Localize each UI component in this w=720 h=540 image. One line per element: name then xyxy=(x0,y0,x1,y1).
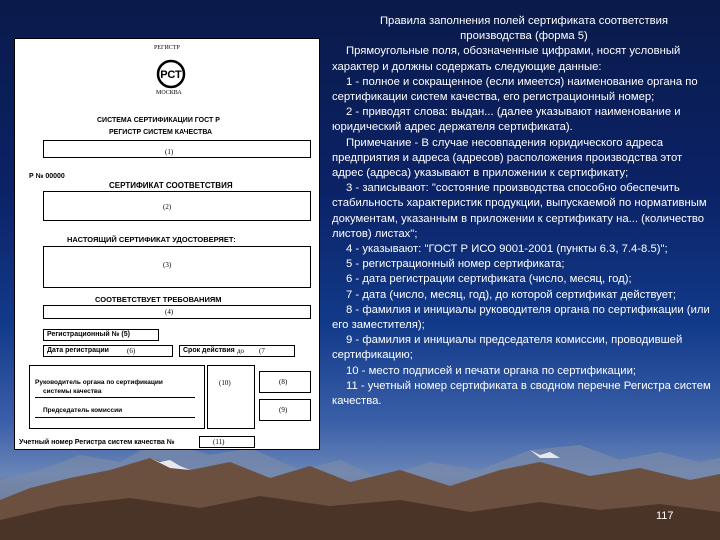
rules-title-line-1: Правила заполнения полей сертификата соответствия xyxy=(379,15,669,27)
rules-item-7: 7 - дата (число, месяц, год), до которой сертификат действует; xyxy=(346,288,676,301)
rules-item-4: 4 - указывают: "ГОСТ Р ИСО 9001-2001 (пункты 6.3, 7.4-8.5)"; xyxy=(346,243,668,256)
registration-date-label: Дата регистрации xyxy=(47,347,109,354)
field-7-label: (7 xyxy=(259,347,265,355)
rules-item-1: 1 - полное и сокращенное (если имеется) наименование органа по сертификации систем качества, его регистрационный номер; xyxy=(332,75,698,104)
head-label-2: системы качества xyxy=(43,388,102,395)
account-number-label: Учетный номер Регистра систем качества № xyxy=(19,439,175,446)
rules-item-10: 10 - место подписей и печати органа по сертификации; xyxy=(346,364,637,377)
rules-item-3: 3 - записывают: "состояние производства способно обеспечить стабильность характеристик продукции, выпускаемой по нормативным документам, указанным в приложении к сертификату на... (количество листов) листах"; xyxy=(332,182,707,240)
field-10-box xyxy=(207,365,255,429)
field-2-label: (2) xyxy=(163,203,172,211)
chairman-label: Председатель комиссии xyxy=(43,407,123,414)
field-1-box xyxy=(43,140,311,158)
rules-paragraph: Прямоугольные поля, обозначенные цифрами, носят условный характер и должны содержать следующие данные: xyxy=(332,45,681,73)
field-10-label: (10) xyxy=(219,379,231,387)
complies-heading: СООТВЕТСТВУЕТ ТРЕБОВАНИЯМ xyxy=(95,295,222,304)
field-9-label: (9) xyxy=(279,406,288,414)
rules-item-8: 8 - фамилия и инициалы руководителя органа по сертификации (или его заместителя); xyxy=(332,303,710,332)
rules-title-line-2: производства (форма 5) xyxy=(460,30,588,43)
field-3-label: (3) xyxy=(163,261,172,269)
field-2-box xyxy=(43,191,311,221)
certificate-title: СЕРТИФИКАТ СООТВЕТСТВИЯ xyxy=(109,181,233,190)
system-line-1: СИСТЕМА СЕРТИФИКАЦИИ ГОСТ Р xyxy=(97,117,220,124)
field-11-box xyxy=(199,436,255,448)
logo-top-text: РЕГИСТР xyxy=(154,45,180,51)
valid-to-label: до xyxy=(237,347,245,355)
certifies-heading: НАСТОЯЩИЙ СЕРТИФИКАТ УДОСТОВЕРЯЕТ: xyxy=(67,235,236,244)
head-label-1: Руководитель органа по сертификации xyxy=(35,379,163,386)
logo-bottom-text: МОСКВА xyxy=(156,90,182,96)
field-8-label: (8) xyxy=(279,378,288,386)
rules-item-5: 5 - регистрационный номер сертификата; xyxy=(346,258,565,271)
certificate-number: Р № 00000 xyxy=(29,173,65,180)
head-signature-line xyxy=(35,397,195,398)
field-4-box xyxy=(43,305,311,319)
chairman-signature-line xyxy=(35,417,195,418)
field-3-box xyxy=(43,246,311,288)
system-line-2: РЕГИСТР СИСТЕМ КАЧЕСТВА xyxy=(109,129,213,136)
rules-item-11: 11 - учетный номер сертификата в сводном перечне Регистра систем качества. xyxy=(332,379,711,408)
page-number: 117 xyxy=(656,510,674,522)
valid-until-label: Срок действия xyxy=(183,347,235,354)
certificate-form-image xyxy=(14,38,320,450)
rules-item-6: 6 - дата регистрации сертификата (число, месяц, год); xyxy=(346,273,632,286)
rules-text xyxy=(332,14,716,409)
registration-number-label: Регистрационный № (5) xyxy=(47,331,130,338)
rules-item-9: 9 - фамилия и инициалы председателя комиссии, проводившей сертификацию; xyxy=(332,334,683,362)
svg-text:РСТ: РСТ xyxy=(160,69,182,81)
rules-item-2: 2 - приводят слова: выдан... (далее указывают наименование и юридический адрес держателя сертификата). xyxy=(332,106,681,134)
field-6-label: (6) xyxy=(127,347,136,355)
field-1-label: (1) xyxy=(165,148,174,156)
field-4-label: (4) xyxy=(165,308,174,316)
field-11-label: (11) xyxy=(213,438,225,446)
rules-note: Примечание - В случае несовпадения юридического адреса предприятия и адреса (адресов) расположения производства этот адрес (адреса) указывают в приложении к сертификату; xyxy=(332,136,683,180)
